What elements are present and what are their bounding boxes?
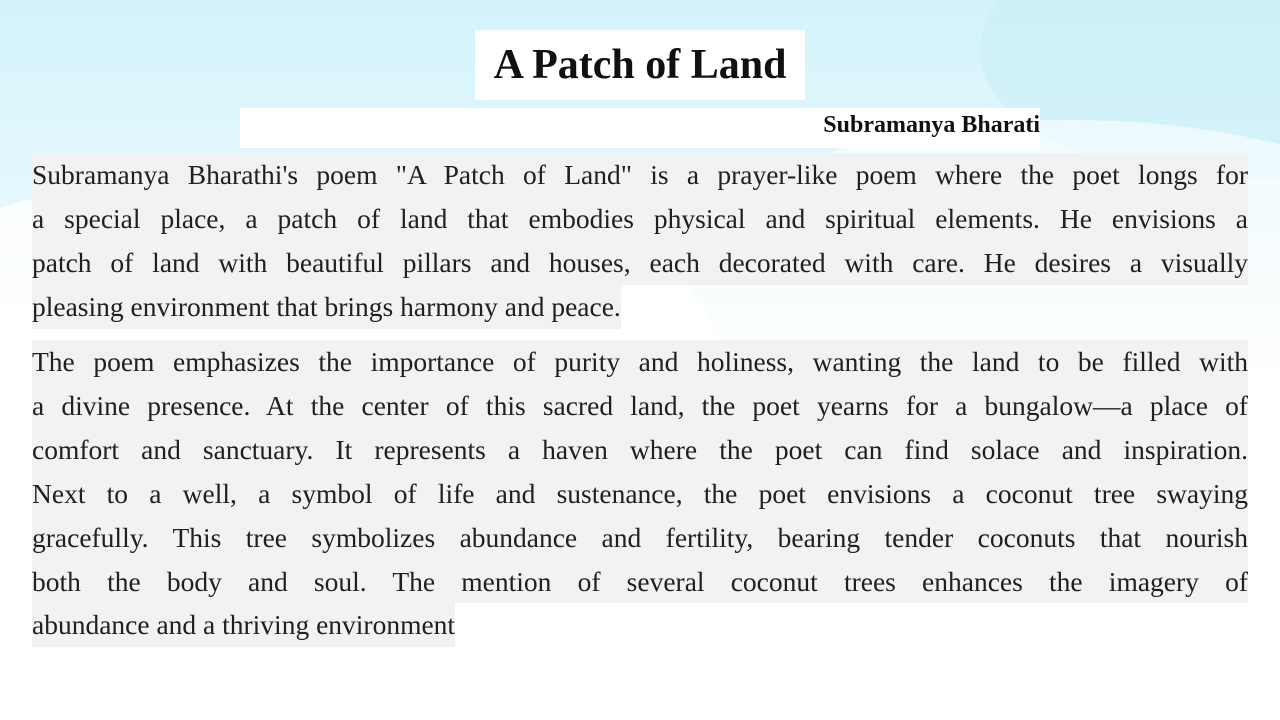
text-line: abundance and a thriving environment xyxy=(32,603,455,647)
text-line: pleasing environment that brings harmony and peace. xyxy=(32,285,621,329)
paragraph-2 xyxy=(32,340,1248,647)
text-line: a special place, a patch of land that embodies physical and spiritual elements. He envisions a xyxy=(32,197,1248,241)
text-line: Subramanya Bharathi's poem "A Patch of Land" is a prayer-like poem where the poet longs for xyxy=(32,153,1248,197)
title-container xyxy=(475,30,805,100)
text-line: both the body and soul. The mention of several coconut trees enhances the imagery of xyxy=(32,560,1248,604)
text-line: Next to a well, a symbol of life and sustenance, the poet envisions a coconut tree swaying xyxy=(32,472,1248,516)
text-line: gracefully. This tree symbolizes abundance and fertility, bearing tender coconuts that nourish xyxy=(32,516,1248,560)
text-line: comfort and sanctuary. It represents a haven where the poet can find solace and inspiration. xyxy=(32,428,1248,472)
page-title: A Patch of Land xyxy=(493,42,787,88)
text-line: patch of land with beautiful pillars and houses, each decorated with care. He desires a visually xyxy=(32,241,1248,285)
author-name: Subramanya Bharati xyxy=(823,112,1040,138)
text-line: The poem emphasizes the importance of purity and holiness, wanting the land to be filled with xyxy=(32,340,1248,384)
text-line: a divine presence. At the center of this sacred land, the poet yearns for a bungalow—a place of xyxy=(32,384,1248,428)
author-container xyxy=(240,108,1040,148)
paragraph-1 xyxy=(32,153,1248,329)
